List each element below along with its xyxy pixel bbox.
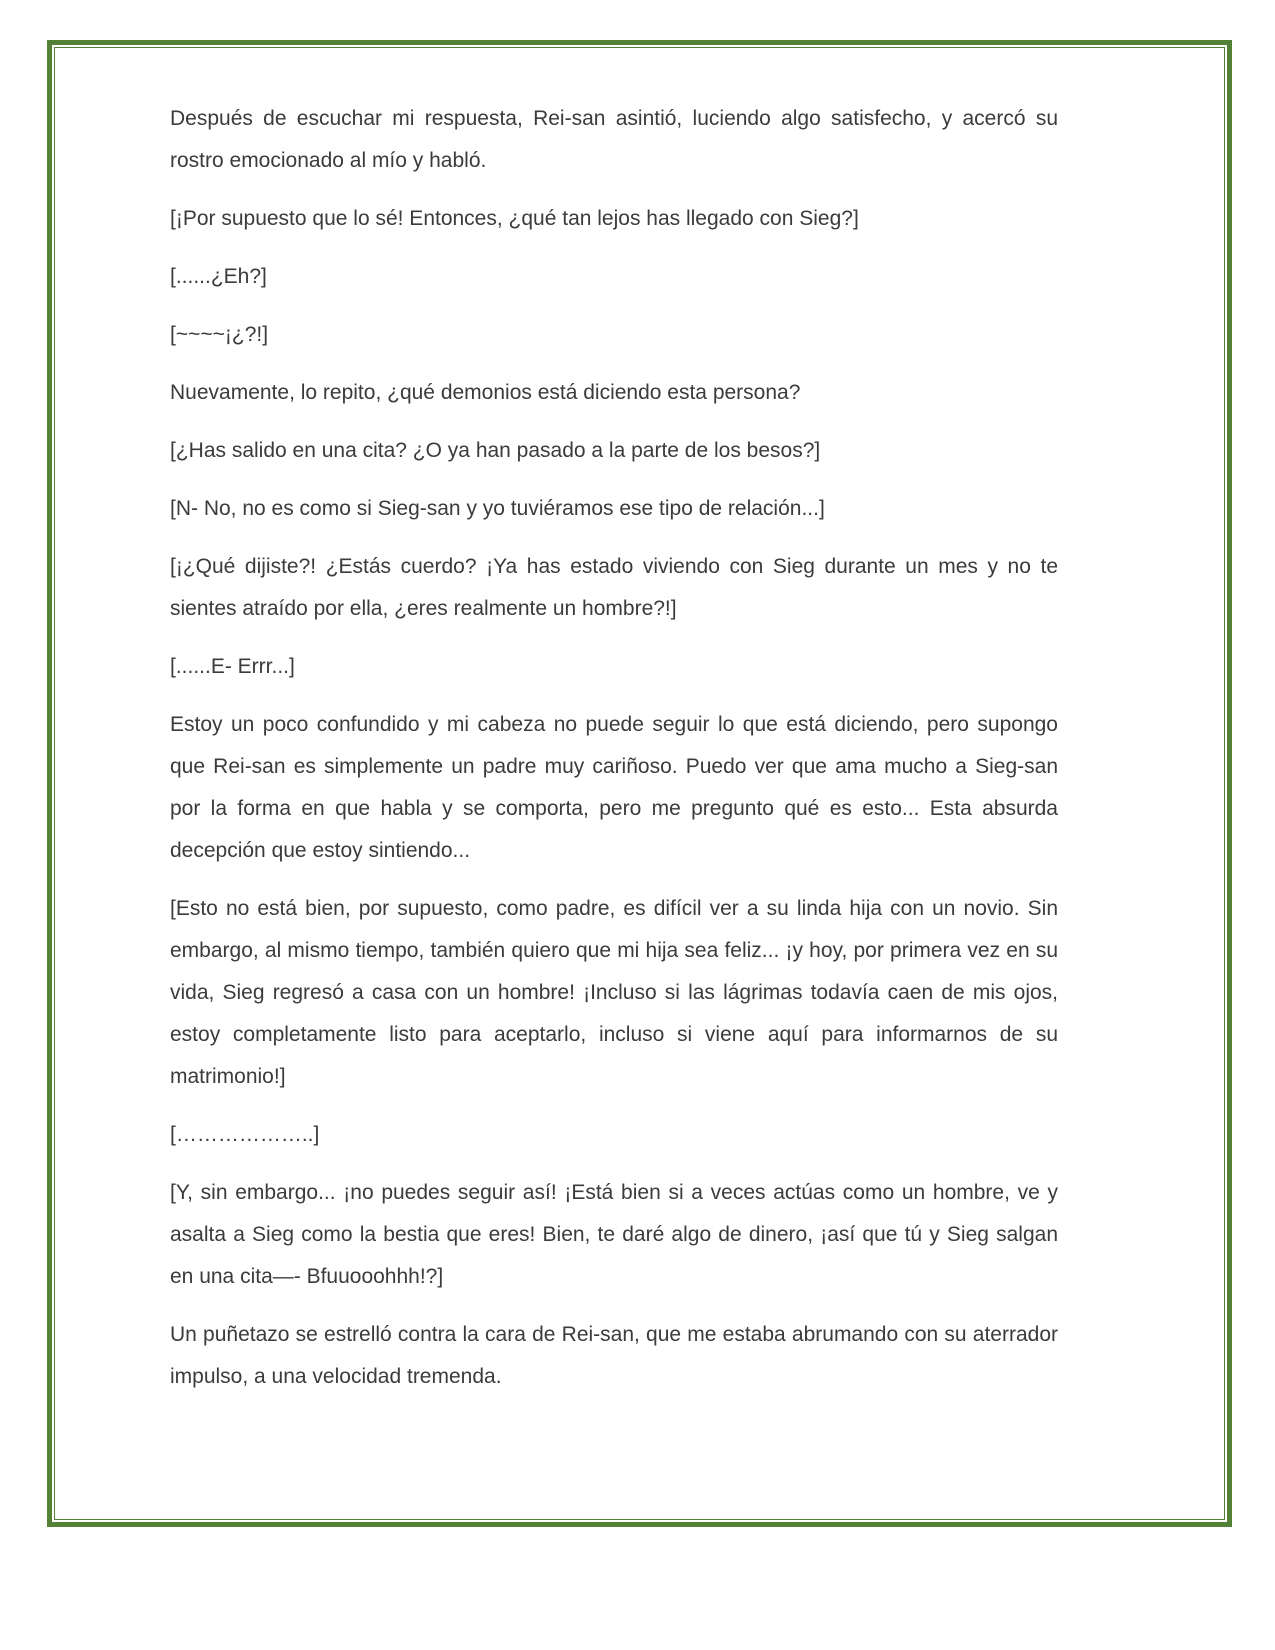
paragraph: [N- No, no es como si Sieg-san y yo tuviéramos ese tipo de relación...] bbox=[170, 497, 825, 520]
paragraph: Un puñetazo se estrelló contra la cara de Rei-san, que me estaba abrumando con su aterrador impulso, a una velocidad tremenda. bbox=[170, 1323, 1058, 1388]
document-body bbox=[170, 98, 1058, 1414]
paragraph: Después de escuchar mi respuesta, Rei-san asintió, luciendo algo satisfecho, y acercó su rostro emocionado al mío y habló. bbox=[170, 107, 1058, 172]
paragraph: [......¿Eh?] bbox=[170, 265, 267, 288]
paragraph: [¡¿Qué dijiste?! ¿Estás cuerdo? ¡Ya has estado viviendo con Sieg durante un mes y no te sientes atraído por ella, ¿eres realmente un hombre?!] bbox=[170, 555, 1058, 620]
paragraph: [¡Por supuesto que lo sé! Entonces, ¿qué tan lejos has llegado con Sieg?] bbox=[170, 207, 859, 230]
paragraph: [………………..] bbox=[170, 1123, 320, 1146]
paragraph: Nuevamente, lo repito, ¿qué demonios está diciendo esta persona? bbox=[170, 381, 801, 404]
paragraph: [¿Has salido en una cita? ¿O ya han pasado a la parte de los besos?] bbox=[170, 439, 821, 462]
paragraph: [~~~~¡¿?!] bbox=[170, 323, 269, 346]
paragraph: Estoy un poco confundido y mi cabeza no puede seguir lo que está diciendo, pero supongo que Rei-san es simplemente un padre muy cariñoso. Puedo ver que ama mucho a Sieg-san por la forma en que habla y se comporta, pero me pregunto qué es esto... Esta absurda decepción que estoy sintiendo... bbox=[170, 713, 1058, 862]
paragraph: [Esto no está bien, por supuesto, como padre, es difícil ver a su linda hija con un novio. Sin embargo, al mismo tiempo, también quiero que mi hija sea feliz... ¡y hoy, por primera vez en su vida, Sieg regresó a casa con un hombre! ¡Incluso si las lágrimas todavía caen de mis ojos, estoy completamente listo para aceptarlo, incluso si viene aquí para informarnos de su matrimonio!] bbox=[170, 897, 1058, 1088]
paragraph: [......E- Errr...] bbox=[170, 655, 295, 678]
paragraph: [Y, sin embargo... ¡no puedes seguir así! ¡Está bien si a veces actúas como un hombre, ve y asalta a Sieg como la bestia que eres! Bien, te daré algo de dinero, ¡así que tú y Sieg salgan en una cita—- Bfuuooohhh!?] bbox=[170, 1181, 1058, 1288]
